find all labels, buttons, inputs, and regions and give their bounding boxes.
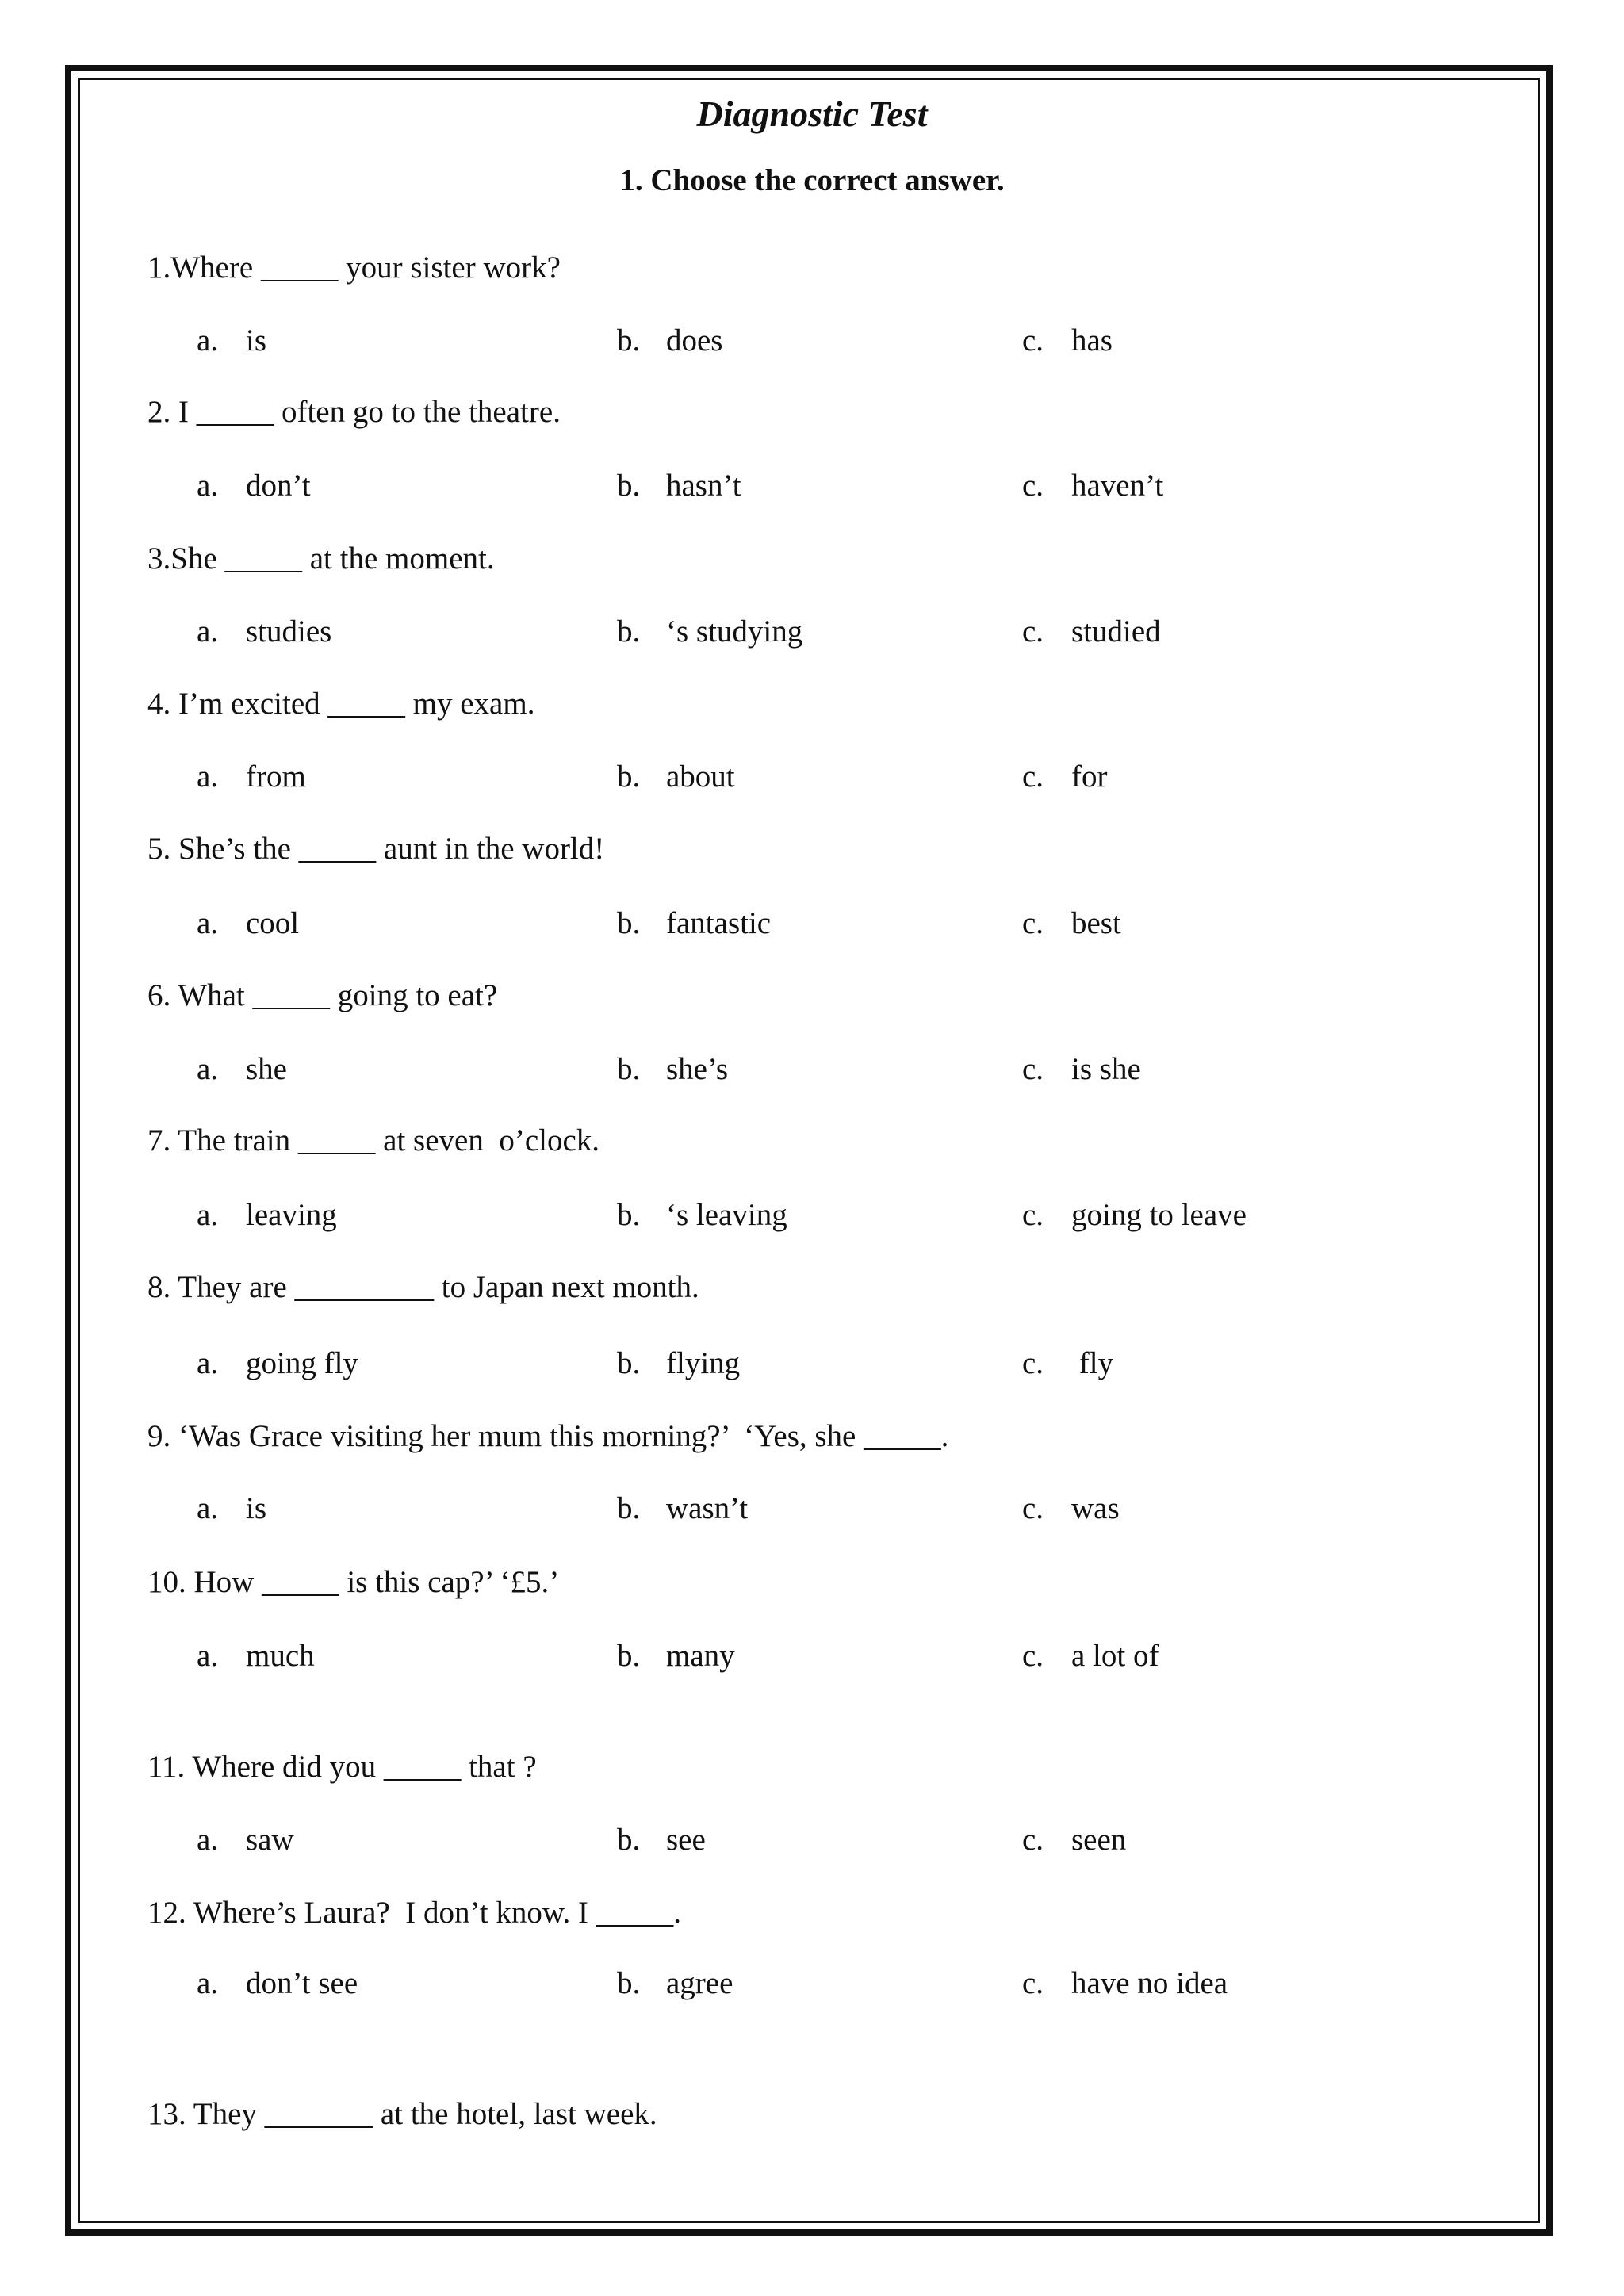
question-1: 1.Where _____ your sister work? [147, 251, 561, 285]
option-text: going to leave [1071, 1198, 1247, 1232]
question-2: 2. I _____ often go to the theatre. [147, 395, 561, 429]
option-text: have no idea [1071, 1966, 1228, 2000]
option-letter: a. [197, 906, 219, 940]
option-12b [617, 1965, 733, 2003]
option-4a [197, 758, 306, 796]
option-text: studies [246, 614, 332, 649]
option-2a [197, 467, 311, 505]
option-letter: b. [617, 1198, 641, 1232]
question-10: 10. How _____ is this cap?’ ‘£5.’ [147, 1565, 560, 1599]
question-11: 11. Where did you _____ that ? [147, 1750, 537, 1784]
question-13: 13. They _______ at the hotel, last week. [147, 2097, 657, 2131]
option-text: studied [1071, 614, 1161, 649]
option-letter: b. [617, 1491, 641, 1525]
option-letter: b. [617, 1346, 641, 1380]
option-text: wasn’t [666, 1491, 749, 1525]
option-5a [197, 905, 299, 943]
option-letter: b. [617, 469, 641, 503]
option-text: cool [246, 906, 300, 940]
option-text: hasn’t [666, 469, 741, 503]
option-9a [197, 1490, 266, 1528]
question-6: 6. What _____ going to eat? [147, 978, 498, 1012]
option-letter: a. [197, 614, 219, 649]
option-letter: c. [1022, 906, 1044, 940]
option-letter: a. [197, 469, 219, 503]
option-letter: b. [617, 323, 641, 358]
option-text: is [246, 323, 267, 358]
option-9c [1022, 1490, 1120, 1528]
option-letter: c. [1022, 323, 1044, 358]
option-letter: a. [197, 1198, 219, 1232]
option-3a [197, 613, 331, 651]
option-text: flying [666, 1346, 741, 1380]
option-text: haven’t [1071, 469, 1164, 503]
option-letter: c. [1022, 1198, 1044, 1232]
option-letter: a. [197, 1639, 219, 1673]
option-text: don’t [246, 469, 311, 503]
option-text: for [1071, 760, 1108, 794]
option-text: she’s [666, 1052, 728, 1086]
question-8: 8. They are _________ to Japan next month. [147, 1270, 699, 1304]
option-letter: c. [1022, 1639, 1044, 1673]
option-6c [1022, 1050, 1141, 1089]
option-text: much [246, 1639, 315, 1673]
option-text: leaving [246, 1198, 337, 1232]
option-letter: b. [617, 1639, 641, 1673]
option-text: see [666, 1823, 706, 1857]
option-9b [617, 1490, 748, 1528]
option-1b [617, 322, 723, 360]
question-9: 9. ‘Was Grace visiting her mum this morning?’ ‘Yes, she _____. [147, 1419, 949, 1453]
option-letter: a. [197, 1491, 219, 1525]
option-8c [1022, 1345, 1113, 1383]
option-letter: c. [1022, 1346, 1044, 1380]
question-12: 12. Where’s Laura? I don’t know. I _____. [147, 1896, 681, 1930]
option-text: does [666, 323, 723, 358]
option-letter: c. [1022, 1966, 1044, 2000]
option-text: fantastic [666, 906, 772, 940]
question-7: 7. The train _____ at seven o’clock. [147, 1123, 600, 1158]
option-12c [1022, 1965, 1228, 2003]
option-text: has [1071, 323, 1113, 358]
option-text: from [246, 760, 306, 794]
option-letter: c. [1022, 1823, 1044, 1857]
option-text: is she [1071, 1052, 1141, 1086]
option-text: is [246, 1491, 267, 1525]
option-letter: c. [1022, 1052, 1044, 1086]
option-5b [617, 905, 771, 943]
option-4b [617, 758, 735, 796]
option-8b [617, 1345, 740, 1383]
option-5c [1022, 905, 1121, 943]
option-2c [1022, 467, 1163, 505]
option-letter: c. [1022, 760, 1044, 794]
option-10b [617, 1637, 735, 1675]
option-letter: a. [197, 1966, 219, 2000]
option-letter: b. [617, 1966, 641, 2000]
option-12a [197, 1965, 358, 2003]
question-4: 4. I’m excited _____ my exam. [147, 687, 535, 721]
option-6b [617, 1050, 728, 1089]
option-letter: a. [197, 1346, 219, 1380]
option-text: saw [246, 1823, 294, 1857]
option-10a [197, 1637, 315, 1675]
option-letter: a. [197, 760, 219, 794]
option-text: was [1071, 1491, 1120, 1525]
option-letter: c. [1022, 469, 1044, 503]
option-letter: c. [1022, 1491, 1044, 1525]
option-text: agree [666, 1966, 733, 2000]
option-3b [617, 613, 802, 651]
option-text: don’t see [246, 1966, 358, 2000]
option-text: ‘s studying [666, 614, 803, 649]
option-letter: a. [197, 1823, 219, 1857]
option-3c [1022, 613, 1161, 651]
option-text: best [1071, 906, 1121, 940]
option-letter: a. [197, 1052, 219, 1086]
option-letter: c. [1022, 614, 1044, 649]
option-2b [617, 467, 741, 505]
option-text: many [666, 1639, 735, 1673]
option-1a [197, 322, 266, 360]
option-7b [617, 1196, 787, 1234]
option-8a [197, 1345, 358, 1383]
option-6a [197, 1050, 287, 1089]
option-7a [197, 1196, 337, 1234]
option-text: she [246, 1052, 287, 1086]
option-letter: b. [617, 1823, 641, 1857]
document-title: Diagnostic Test [696, 94, 928, 134]
option-11a [197, 1821, 294, 1859]
option-letter: b. [617, 760, 641, 794]
option-letter: a. [197, 323, 219, 358]
option-text: fly [1071, 1346, 1114, 1380]
option-letter: b. [617, 1052, 641, 1086]
option-letter: b. [617, 614, 641, 649]
option-1c [1022, 322, 1113, 360]
option-11c [1022, 1821, 1126, 1859]
option-text: ‘s leaving [666, 1198, 787, 1232]
option-text: a lot of [1071, 1639, 1159, 1673]
option-10c [1022, 1637, 1159, 1675]
question-3: 3.She _____ at the moment. [147, 541, 495, 576]
option-4c [1022, 758, 1107, 796]
section-heading: 1. Choose the correct answer. [619, 163, 1005, 197]
option-11b [617, 1821, 706, 1859]
option-text: going fly [246, 1346, 358, 1380]
option-7c [1022, 1196, 1247, 1234]
option-letter: b. [617, 906, 641, 940]
option-text: about [666, 760, 735, 794]
option-text: seen [1071, 1823, 1127, 1857]
question-5: 5. She’s the _____ aunt in the world! [147, 832, 605, 866]
